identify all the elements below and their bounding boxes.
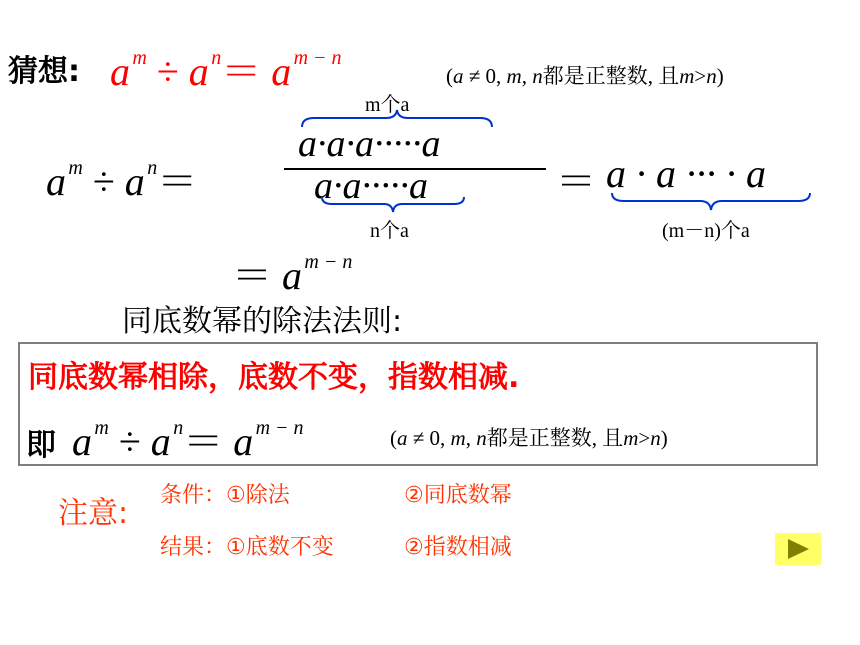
note-conditions-2: ②同底数幂 bbox=[404, 483, 512, 508]
derivation-lhs: a $^m$ ÷ a $^n$＝ bbox=[46, 157, 198, 204]
fraction-numerator: a·a·a·····a bbox=[298, 123, 441, 165]
next-slide-button[interactable] bbox=[775, 533, 821, 565]
derivation-eq2: ＝ bbox=[556, 159, 596, 204]
fraction-denominator: a·a·····a bbox=[314, 165, 428, 207]
guess-condition: (a ≠ 0, m, n都是正整数, 且m>n) bbox=[446, 64, 724, 88]
brace-right bbox=[610, 192, 812, 212]
note-results-2: ②指数相减 bbox=[404, 535, 512, 560]
play-icon bbox=[775, 533, 821, 565]
brace-right-label: (m－n)个a bbox=[662, 220, 750, 242]
rule-condition: (a ≠ 0, m, n都是正整数, 且m>n) bbox=[390, 426, 668, 450]
rule-formula: a $^m$ ÷ a $^n$＝ a $^{m - n}$ bbox=[72, 417, 304, 464]
rule-title: 同底数幂的除法法则: bbox=[122, 304, 403, 339]
derivation-result: a · a ··· · a bbox=[606, 151, 766, 196]
note-conditions: 条件：①除法 bbox=[160, 483, 290, 508]
derivation-final: ＝ a $^{m - n}$ bbox=[232, 251, 353, 298]
brace-bottom bbox=[320, 196, 466, 214]
note-results: 结果：①底数不变 bbox=[160, 535, 334, 560]
guess-formula: a $^m$ ÷ a $^n$＝ a $^{m - n}$ bbox=[110, 47, 342, 94]
brace-bottom-label: n个a bbox=[370, 220, 409, 242]
rule-prefix: 即 bbox=[26, 428, 56, 463]
brace-top-label: m个a bbox=[365, 94, 410, 116]
note-label: 注意: bbox=[58, 496, 129, 531]
rule-statement: 同底数幂相除，底数不变，指数相减. bbox=[28, 360, 520, 395]
guess-label: 猜想: bbox=[8, 54, 80, 89]
